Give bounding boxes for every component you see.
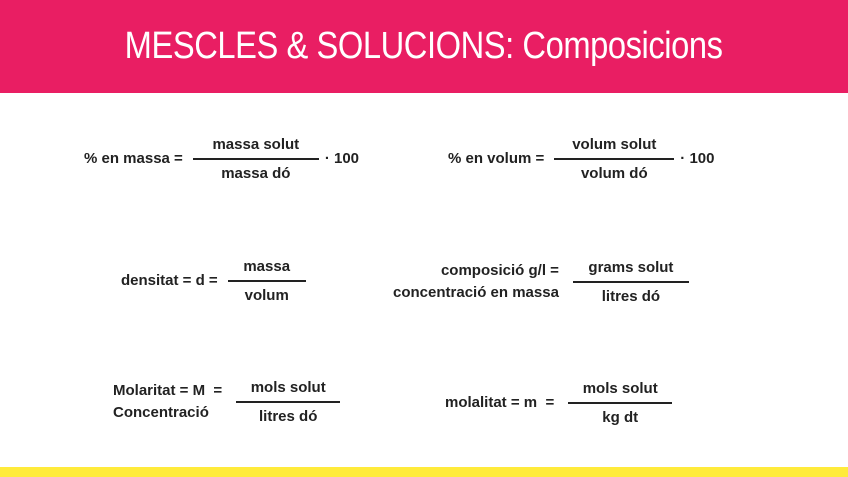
denominator: kg dt xyxy=(602,408,639,426)
molarity-formula xyxy=(113,379,346,425)
title-banner xyxy=(0,0,848,93)
formula-lhs: % en volum = xyxy=(448,150,545,168)
mass-concentration-formula xyxy=(393,259,695,305)
formula-lhs-line2: Concentració xyxy=(113,403,209,421)
footer-accent-bar xyxy=(0,467,848,477)
denominator: volum xyxy=(244,286,289,304)
formula-lhs xyxy=(113,380,222,424)
formula-lhs-line1: Molaritat = M = xyxy=(113,381,223,399)
numerator: massa solut xyxy=(212,136,300,153)
fraction xyxy=(573,259,689,305)
fraction xyxy=(228,258,306,304)
formula-lhs: densitat = d = xyxy=(121,272,218,290)
formula-lhs-line1: composició g/l = xyxy=(440,261,559,279)
numerator: grams solut xyxy=(588,259,674,276)
fraction xyxy=(236,379,340,425)
formula-lhs xyxy=(393,260,559,304)
fraction xyxy=(554,136,674,182)
denominator: litres dó xyxy=(259,407,318,425)
fraction xyxy=(193,136,319,182)
page-title: MESCLES & SOLUCIONS: Composicions xyxy=(125,25,723,67)
multiplier: · 100 xyxy=(324,150,360,168)
numerator: mols solut xyxy=(250,379,326,396)
denominator: volum dó xyxy=(580,164,648,182)
formula-lhs: % en massa = xyxy=(84,150,183,168)
volume-percent-formula xyxy=(448,136,714,182)
density-formula xyxy=(121,258,312,304)
fraction xyxy=(568,380,672,426)
denominator: massa dó xyxy=(221,164,291,182)
denominator: litres dó xyxy=(601,287,661,305)
mass-percent-formula xyxy=(84,136,359,182)
numerator: mols solut xyxy=(582,380,658,397)
numerator: massa xyxy=(243,258,291,275)
molality-formula xyxy=(445,380,678,426)
formula-lhs: molalitat = m = xyxy=(445,394,555,412)
formula-lhs-line2: concentració en massa xyxy=(393,283,559,301)
numerator: volum solut xyxy=(572,136,657,153)
multiplier: · 100 xyxy=(680,150,715,168)
